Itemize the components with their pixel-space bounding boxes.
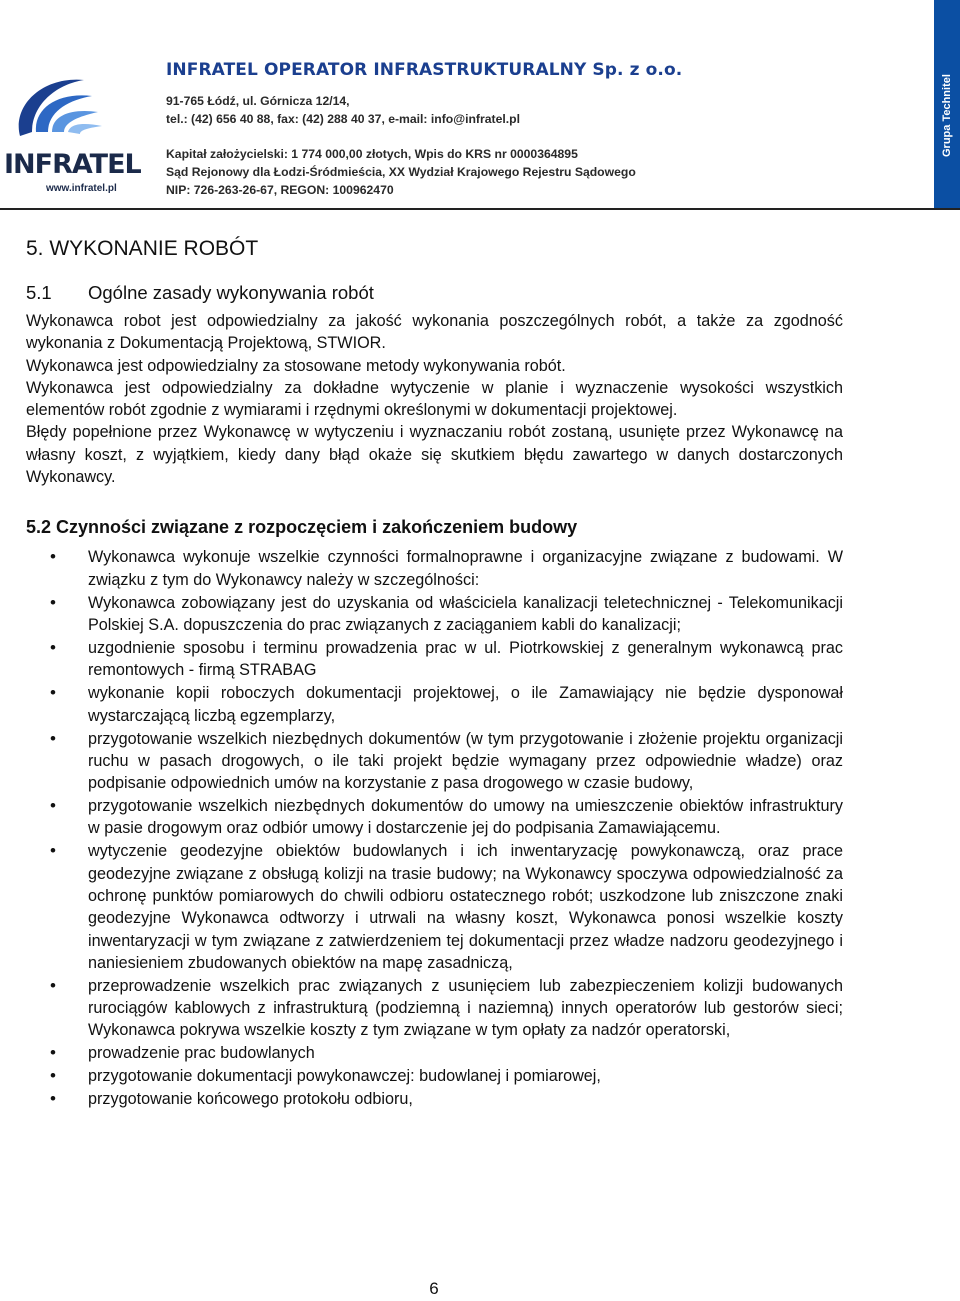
paragraph: Błędy popełnione przez Wykonawcę w wytyczeniu i wyznaczaniu robót zostaną, usunięte przez Wykonawcę na własny koszt, z wyjątkiem, kiedy dany błąd okaże się skutkiem błędu zawartego w danych dostarczonych Wykonawcy. — [26, 423, 843, 487]
list-item: • uzgodnienie sposobu i terminu prowadzenia prac w ul. Piotrkowskiej z generalnym wykonawcą prac remontowych - firmą STRABAG — [26, 637, 843, 682]
list-item: • przeprowadzenie wszelkich prac związanych z usunięciem lub zabezpieczeniem kolizji budowanych rurociągów kablowych z infrastrukturą (podziemną i naziemną) innych operatorów lub gestorów sieci; Wykonawca pokrywa wszelkie koszty z tym związane w tym opłaty za nadzór operatorski, — [26, 975, 843, 1042]
list-item: • przygotowanie końcowego protokołu odbioru, — [26, 1088, 843, 1110]
company-nip-regon: NIP: 726-263-26-67, REGON: 100962470 — [166, 183, 394, 197]
list-item: • prowadzenie prac budowlanych — [26, 1042, 843, 1064]
subsection-1-heading — [26, 278, 843, 308]
list-item: • wykonanie kopii roboczych dokumentacji projektowej, o ile Zamawiający nie będzie dysponował wystarczającą liczbą egzemplarzy, — [26, 682, 843, 727]
group-label: Grupa Technitel — [941, 74, 953, 158]
page-number: 6 — [429, 1279, 439, 1298]
company-name: INFRATEL OPERATOR INFRASTRUKTURALNY Sp. z o.o. — [166, 60, 683, 80]
paragraph: Wykonawca jest odpowiedzialny za stosowane metody wykonywania robót. — [26, 356, 566, 375]
company-address: 91-765 Łódź, ul. Górnicza 12/14, — [166, 94, 350, 108]
letterhead — [0, 0, 960, 212]
subsection-1-number: 5.1 — [26, 282, 52, 303]
duties-list — [26, 546, 843, 1110]
list-item: • przygotowanie wszelkich niezbędnych dokumentów do umowy na umieszczenie obiektów infrastruktury w pasie drogowym oraz odbiór umowy i dostarczenie jej do podpisania Zamawiającemu. — [26, 795, 843, 840]
subsection-2-title: 5.2 Czynności związane z rozpoczęciem i zakończeniem budowy — [26, 517, 578, 538]
list-item: • wytyczenie geodezyjne obiektów budowlanych i ich inwentaryzację powykonawczą, oraz prace geodezyjne związane z obsługą kolizji na trasie budowy; na Wykonawcy spoczywa odpowiedzialność za ochronę punktów pomiarowych do chwili odbioru ostatecznego robót; uszkodzone lub zniszczone znaki geodezyjne Wykonawca odtworzy i utrwali na własny koszt, Wykonawca ponosi wszelkie koszty inwentaryzacji w tym związane z zatwierdzeniem tej dokumentacji przez władze nadzoru geodezyjnego i naniesieniem zbudowanych obiektów na mapę zasadniczą, — [26, 840, 843, 974]
paragraph: Wykonawca jest odpowiedzialny za dokładne wytyczenie w planie i wyznaczenie wysokości wszystkich elementów robót zgodnie z wymiarami i rzędnymi określonymi w dokumentacji projektowej. — [26, 378, 843, 420]
section-title: 5. WYKONANIE ROBÓT — [26, 237, 259, 260]
company-contact: tel.: (42) 656 40 88, fax: (42) 288 40 37, e-mail: info@infratel.pl — [166, 112, 520, 126]
document-body — [26, 232, 843, 1111]
list-item: • Wykonawca wykonuje wszelkie czynności formalnoprawne i organizacyjne związane z budowami. W związku z tym do Wykonawcy należy w szczególności: — [26, 546, 843, 591]
header-divider — [0, 208, 960, 210]
list-item: • przygotowanie wszelkich niezbędnych dokumentów (w tym przygotowanie i złożenie projektu organizacji ruchu w pasach drogowych, o ile taki projekt będzie wymagany przez odpowiednie władze) oraz podpisanie odpowiednich umów na korzystanie z pasa drogowego w czasie budowy, — [26, 728, 843, 795]
list-item: • Wykonawca zobowiązany jest do uzyskania od właściciela kanalizacji teletechnicznej - Telekomunikacji Polskiej S.A. dopuszczenia do prac związanych z zaciąganiem kabli do kanalizacji; — [26, 592, 843, 637]
list-item: • przygotowanie dokumentacji powykonawczej: budowlanej i pomiarowej, — [26, 1065, 843, 1087]
paragraph: Wykonawca robot jest odpowiedzialny za jakość wykonania poszczególnych robót, a także za zgodność wykonania z Dokumentacją Projektową, STWIOR. — [26, 312, 843, 353]
company-court: Sąd Rejonowy dla Łodzi-Śródmieścia, XX Wydział Krajowego Rejestru Sądowego — [166, 165, 636, 179]
logo-url: www.infratel.pl — [46, 183, 117, 194]
logo-wordmark: INFRATEL — [4, 149, 141, 180]
company-capital: Kapitał założycielski: 1 774 000,00 złotych, Wpis do KRS nr 0000364895 — [166, 147, 578, 161]
subsection-1-title: Ogólne zasady wykonywania robót — [88, 282, 374, 303]
